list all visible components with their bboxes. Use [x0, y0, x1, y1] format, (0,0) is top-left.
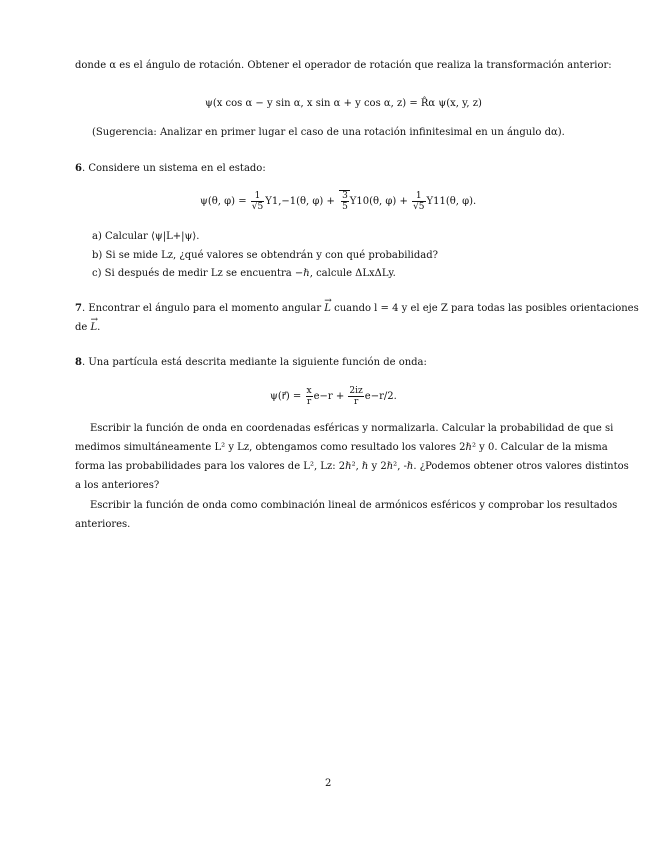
- problem-8-statement: [75, 357, 427, 369]
- problem-6-part-b: b) Si se mide Lz, ¿qué valores se obtendrán y con qué probabilidad?: [92, 250, 439, 261]
- eq6-f2-numerator: 3: [342, 191, 348, 201]
- problem-6-equation: [200, 190, 476, 212]
- eq8-term-2: e−r/2.: [364, 391, 397, 402]
- eq6-fraction-1: [251, 191, 264, 212]
- eq6-fraction-2: [341, 191, 349, 212]
- page-number: 2: [325, 778, 332, 789]
- eq6-lhs: ψ(θ, φ) =: [200, 196, 247, 207]
- problem-6-text: . Considere un sistema en el estado:: [81, 163, 266, 174]
- eq6-sqrt: [339, 190, 350, 212]
- problem-8-equation: [270, 386, 397, 407]
- problem-8-text: . Una partícula está descrita mediante la siguiente función de onda:: [81, 357, 427, 368]
- problem-8-para2-line1: Escribir la función de onda como combinación lineal de armónicos esféricos y comprobar los resultados: [90, 500, 618, 511]
- rotation-equation: ψ(x cos α − y sin α, x sin α + y cos α, z) = R̂α ψ(x, y, z): [205, 98, 482, 109]
- eq6-f1-denominator: √5: [251, 202, 264, 212]
- problem-7-text-c: de: [75, 322, 88, 333]
- problem-6-part-a: a) Calcular ⟨ψ|L+|ψ⟩.: [92, 231, 200, 242]
- vector-L-symbol: → L: [324, 303, 331, 315]
- eq6-f3-numerator: 1: [412, 191, 425, 202]
- problem-8-para1-line2: medimos simultáneamente L² y Lz, obtengamos como resultado los valores 2ℏ² y 0. Calcular de la misma: [75, 442, 608, 453]
- problem-7-text-a: . Encontrar el ángulo para el momento angular: [81, 303, 322, 314]
- eq6-f1-numerator: 1: [251, 191, 264, 202]
- eq6-f3-denominator: √5: [413, 202, 425, 212]
- eq8-f2-denominator: r: [353, 397, 359, 407]
- problem-6-statement: [75, 163, 266, 175]
- problem-8-para1-line3: forma las probabilidades para los valores de L², Lz: 2ℏ², ℏ y 2ℏ², -ℏ. ¿Podemos obtener otros valores distintos: [75, 461, 629, 472]
- vector-L-symbol-2: → L: [91, 322, 98, 334]
- problem-6-number: 6: [75, 163, 82, 174]
- problem-8-para2-line2: anteriores.: [75, 519, 131, 530]
- problem-6-part-c: c) Si después de medir Lz se encuentra −ℏ, calcule ΔLxΔLy.: [92, 268, 396, 279]
- eq8-fraction-2: [348, 386, 363, 407]
- eq8-lhs: ψ(r⃗) =: [270, 391, 302, 402]
- eq8-f1-numerator: x: [306, 386, 312, 396]
- eq6-term-3: Y11(θ, φ).: [426, 196, 477, 207]
- eq8-f1-denominator: r: [306, 397, 312, 407]
- eq6-term-1: Y1,−1(θ, φ) +: [265, 196, 335, 207]
- eq8-fraction-1: [306, 386, 313, 407]
- problem-8-para1-line1: Escribir la función de onda en coordenadas esféricas y normalizarla. Calcular la probabilidad de que si: [90, 423, 614, 434]
- eq6-f2-denominator: 5: [342, 202, 348, 212]
- problem-8-number: 8: [75, 357, 82, 368]
- eq6-term-2: Y10(θ, φ) +: [349, 196, 408, 207]
- eq6-fraction-3: [412, 191, 425, 212]
- problem-8-para1-line4: a los anteriores?: [75, 480, 160, 491]
- problem-7-line-2: de → L.: [75, 322, 100, 334]
- intro-text: donde α es el ángulo de rotación. Obtener el operador de rotación que realiza la transformación anterior:: [75, 60, 612, 71]
- problem-7-text-b: cuando l = 4 y el eje Z para todas las posibles orientaciones: [334, 303, 639, 314]
- problem-7-number: 7: [75, 303, 82, 314]
- hint-text: (Sugerencia: Analizar en primer lugar el caso de una rotación infinitesimal en un ángulo dα).: [92, 127, 565, 138]
- eq8-f2-numerator: 2iz: [349, 386, 363, 396]
- eq8-term-1: e−r +: [313, 391, 345, 402]
- problem-7-line-1: [75, 303, 639, 315]
